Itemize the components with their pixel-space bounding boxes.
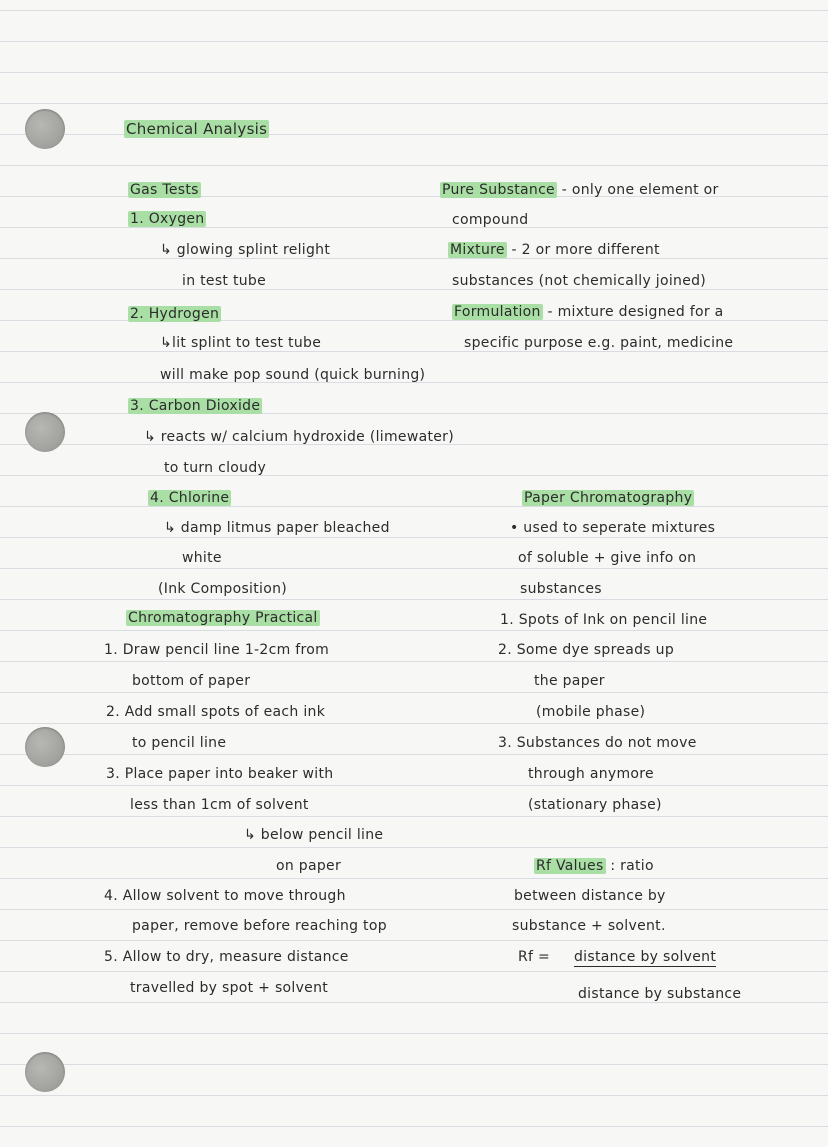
mixture-term: Mixture (450, 242, 505, 258)
paper-chromatography-use2: of soluble + give info on (518, 550, 697, 566)
paper-chromatography-point3-line1: 3. Substances do not move (498, 735, 697, 751)
carbon-dioxide-test-line2: to turn cloudy (164, 460, 267, 476)
chlorine-test-line2: white (182, 550, 222, 566)
formulation-def (452, 303, 724, 321)
oxygen-label-text: 1. Oxygen (130, 211, 205, 227)
carbon-dioxide-test-line1: ↳ reacts w/ calcium hydroxide (limewater) (144, 429, 454, 445)
practical-step3-line2: less than 1cm of solvent (130, 797, 309, 813)
oxygen-test-line2: in test tube (182, 273, 267, 289)
hydrogen-test-line2: will make pop sound (quick burning) (160, 367, 426, 383)
page-title (124, 120, 269, 138)
paper-chromatography-use1: • used to seperate mixtures (510, 520, 716, 536)
oxygen-test-line1: ↳ glowing splint relight (160, 242, 331, 258)
gas-tests-heading-text: Gas Tests (130, 182, 199, 198)
pure-substance-line2: compound (452, 212, 529, 228)
practical-step3-line3: ↳ below pencil line (244, 827, 384, 843)
pure-substance-def (440, 181, 719, 199)
practical-step5-line1: 5. Allow to dry, measure distance (104, 949, 349, 965)
paper-chromatography-point3-line3: (stationary phase) (528, 797, 662, 813)
gas-tests-heading (128, 181, 201, 199)
rf-values-desc1: : ratio (610, 858, 654, 874)
chlorine-label (148, 489, 231, 507)
chlorine-label-text: 4. Chlorine (150, 490, 230, 506)
formulation-line2: specific purpose e.g. paint, medicine (464, 335, 734, 351)
paper-chromatography-point2-line2: the paper (534, 673, 605, 689)
pure-substance-term: Pure Substance (442, 182, 555, 198)
paper-chromatography-use3: substances (520, 581, 602, 597)
hydrogen-label-text: 2. Hydrogen (130, 306, 220, 322)
hydrogen-test-line1: ↳lit splint to test tube (160, 335, 322, 351)
practical-step1-line2: bottom of paper (132, 673, 251, 689)
rf-formula-lhs: Rf = (518, 949, 551, 965)
hydrogen-label (128, 305, 221, 323)
chlorine-test-line1: ↳ damp litmus paper bleached (164, 520, 390, 536)
paper-chromatography-heading (522, 489, 694, 507)
rf-values-desc2: between distance by (514, 888, 666, 904)
practical-step2-line2: to pencil line (132, 735, 227, 751)
practical-heading-text: Chromatography Practical (128, 610, 318, 626)
practical-step4-line1: 4. Allow solvent to move through (104, 888, 346, 904)
rf-values-desc3: substance + solvent. (512, 918, 666, 934)
practical-step3-line1: 3. Place paper into beaker with (106, 766, 334, 782)
paper-chromatography-point2-line3: (mobile phase) (536, 704, 646, 720)
binder-hole-1 (25, 109, 65, 149)
practical-step5-line2: travelled by spot + solvent (130, 980, 329, 996)
paper-chromatography-point2-line1: 2. Some dye spreads up (498, 642, 675, 658)
mixture-line2: substances (not chemically joined) (452, 273, 707, 289)
ink-composition-note: (Ink Composition) (158, 581, 288, 597)
binder-hole-4 (25, 1052, 65, 1092)
page-title-text: Chemical Analysis (126, 120, 268, 138)
mixture-def (448, 241, 660, 259)
mixture-line1: - 2 or more different (506, 242, 660, 258)
formulation-line1: - mixture designed for a (542, 304, 724, 320)
practical-step4-line2: paper, remove before reaching top (132, 918, 387, 934)
pure-substance-line1: - only one element or (556, 182, 719, 198)
rf-formula-numerator (574, 948, 716, 966)
rf-formula-numerator-text: distance by solvent (574, 949, 717, 965)
paper-chromatography-heading-text: Paper Chromatography (524, 490, 693, 506)
binder-hole-3 (25, 727, 65, 767)
rf-values-def (534, 857, 654, 875)
paper-chromatography-point1: 1. Spots of Ink on pencil line (500, 612, 708, 628)
rf-values-term: Rf Values (536, 858, 604, 874)
rf-formula-denominator: distance by substance (578, 986, 742, 1002)
practical-step2-line1: 2. Add small spots of each ink (106, 704, 326, 720)
practical-step1-line1: 1. Draw pencil line 1-2cm from (104, 642, 330, 658)
practical-heading (126, 609, 320, 627)
binder-hole-2 (25, 412, 65, 452)
formulation-term: Formulation (454, 304, 541, 320)
practical-step3-line4: on paper (276, 858, 342, 874)
oxygen-label (128, 210, 206, 228)
carbon-dioxide-label (128, 397, 262, 415)
carbon-dioxide-label-text: 3. Carbon Dioxide (130, 398, 261, 414)
paper-chromatography-point3-line2: through anymore (528, 766, 654, 782)
